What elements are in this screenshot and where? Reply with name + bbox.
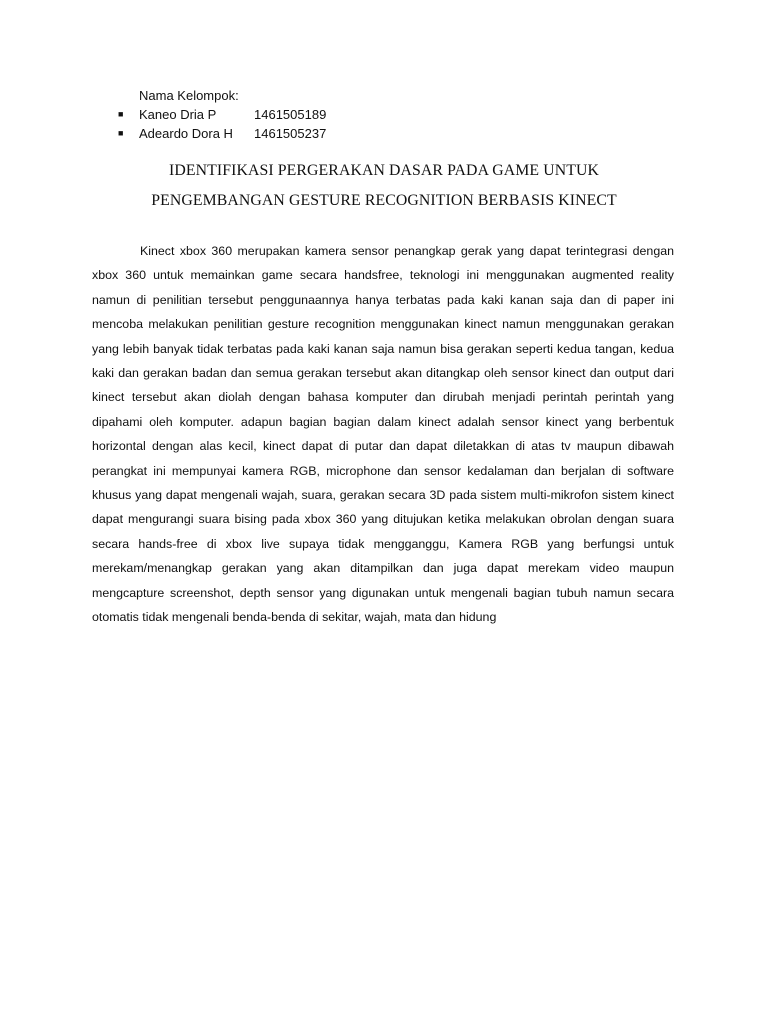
group-members-block	[118, 86, 438, 143]
body-paragraph: Kinect xbox 360 merupakan kamera sensor penangkap gerak yang dapat terintegrasi dengan xbox 360 untuk memainkan game secara handsfree, teknologi ini menggunakan augmented reality namun di penilitian tersebut penggunaannya hanya terbatas pada kaki kanan saja dan di paper ini mencoba melakukan penilitian gesture recognition menggunakan kinect namun menggunakan gerakan yang lebih banyak tidak terbatas pada kaki kanan saja namun bisa gerakan seperti kedua tangan, kedua kaki dan gerakan badan dan semua gerakan tersebut akan ditangkap oleh sensor kinect dan output dari kinect tersebut akan diolah dengan bahasa komputer dan dirubah menjadi perintah perintah yang dipahami oleh komputer. adapun bagian bagian dalam kinect adalah sensor kinect yang berbentuk horizontal dengan alas kecil, kinect dapat di putar dan dapat diletakkan di atas tv maupun dibawah perangkat ini mempunyai kamera RGB, microphone dan sensor kedalaman dan berjalan di software khusus yang dapat mengenali wajah, suara, gerakan secara 3D pada sistem multi-mikrofon sistem kinect dapat mengurangi suara bising pada xbox 360 yang ditujukan ketika melakukan obrolan dengan suara secara hands-free di xbox live supaya tidak mengganggu, Kamera RGB yang berfungsi untuk merekam/menangkap gerakan yang akan ditampilkan dan juga dapat merekam video maupun mengcapture screenshot, depth sensor yang digunakan untuk mengenali bagian tubuh namun secara otomatis tidak mengenali benda-benda di sekitar, wajah, mata dan hidung	[92, 244, 674, 625]
member-row	[118, 105, 438, 124]
member-name: Adeardo Dora H	[139, 126, 233, 141]
member-row	[118, 124, 438, 143]
bullet-square-icon: ■	[118, 109, 124, 119]
member-nim: 1461505237	[254, 126, 327, 141]
title-line-1: IDENTIFIKASI PERGERAKAN DASAR PADA GAME UNTUK	[168, 162, 599, 179]
title-line-2: PENGEMBANGAN GESTURE RECOGNITION BERBASIS KINECT	[151, 192, 617, 209]
member-nim: 1461505189	[254, 107, 327, 122]
member-name: Kaneo Dria P	[139, 107, 217, 122]
document-title	[92, 156, 676, 216]
bullet-square-icon: ■	[118, 128, 124, 138]
group-label: Nama Kelompok:	[139, 88, 239, 103]
